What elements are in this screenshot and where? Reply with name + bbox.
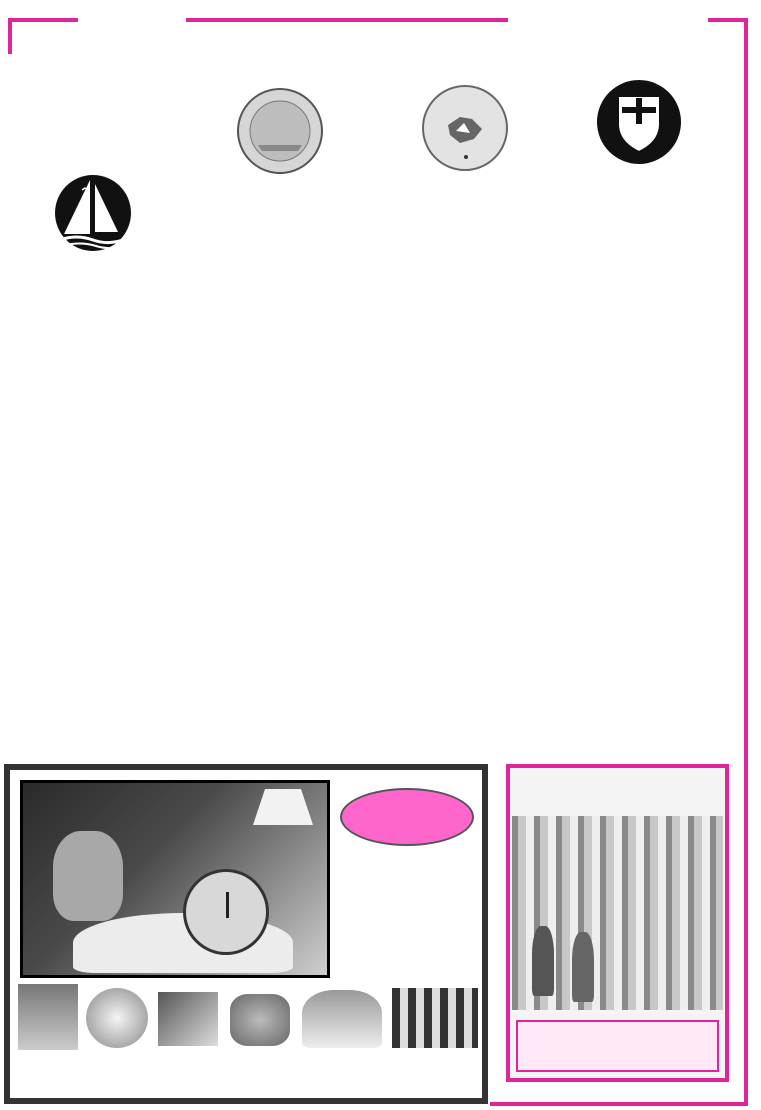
sailboat-logo-icon [52, 170, 134, 256]
bottom-frame-rule [490, 1102, 748, 1106]
artenda-address-box [516, 1020, 719, 1072]
clock-shape [183, 869, 269, 955]
bride-figure-shape [53, 831, 123, 921]
bride-photo [20, 780, 330, 978]
curtain-photo [512, 816, 723, 1010]
right-frame-rule [744, 18, 748, 1106]
top-frame-rule [8, 18, 748, 22]
stile-casa-advertisement [4, 764, 488, 1104]
movimento-carinese-logo-icon [420, 83, 510, 173]
product-photos-strip [18, 984, 480, 1052]
artenda-advertisement [506, 764, 729, 1082]
lista-damiano-gallina-logo-icon [234, 85, 326, 175]
tassel-shape [572, 932, 594, 1002]
left-frame-rule [8, 18, 12, 54]
udc-shield-logo-icon [594, 78, 684, 166]
lamp-shade-shape [253, 789, 313, 825]
tassel-shape [532, 926, 554, 996]
stile-casa-logo [340, 788, 474, 846]
